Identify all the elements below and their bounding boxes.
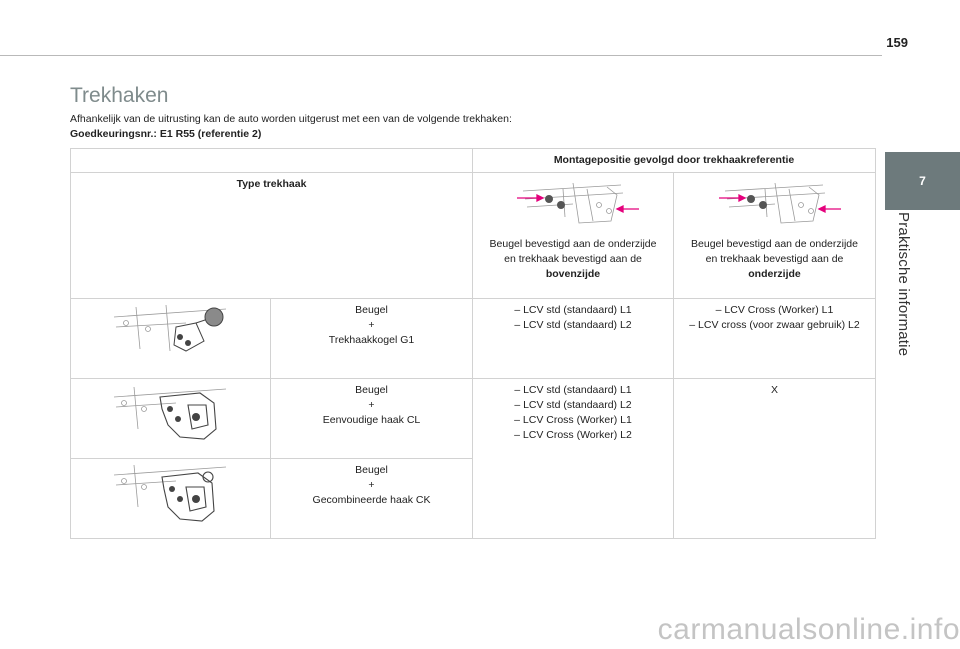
row2-top-variant-2: – LCV std (standaard) L2 <box>514 399 632 411</box>
header-empty <box>71 149 473 173</box>
combined-hook-image-cell <box>71 459 271 539</box>
ball-hitch-image-cell <box>71 299 271 379</box>
chapter-title: Praktische informatie <box>895 212 912 357</box>
row2-top-variant-3: – LCV Cross (Worker) L1 <box>514 414 632 426</box>
bracket-top-mount-illustration <box>503 177 643 235</box>
header-rule <box>0 55 882 56</box>
ball-hitch-illustration <box>96 299 246 361</box>
row2-type-line2: + <box>368 399 375 411</box>
mount-bottom-caption-3: onderzijde <box>748 268 801 280</box>
mount-bottom-caption-1: Beugel bevestigd aan de onderzijde <box>691 238 858 250</box>
row1-bottom-variant-2: – LCV cross (voor zwaar gebruik) L2 <box>689 319 860 331</box>
row3-type-line1: Beugel <box>355 464 388 476</box>
row1-type-line1: Beugel <box>355 304 388 316</box>
header-mount-position: Montagepositie gevolgd door trekhaakreferentie <box>473 149 876 173</box>
mount-top-cell <box>473 173 674 299</box>
combined-hook-type-cell <box>271 459 473 539</box>
chapter-tab[interactable] <box>885 152 960 210</box>
row2-top-variant-1: – LCV std (standaard) L1 <box>514 384 632 396</box>
row1-bottom-variants <box>674 299 876 379</box>
ball-hitch-type-cell <box>271 299 473 379</box>
row1-type-line3: Trekhaakkogel G1 <box>328 334 415 346</box>
row2-bottom-cell <box>674 379 876 539</box>
row1-bottom-variant-1: – LCV Cross (Worker) L1 <box>715 304 834 316</box>
watermark <box>0 613 960 647</box>
row2-bottom-mark: X <box>771 384 779 396</box>
towbar-table <box>70 148 876 539</box>
watermark-text: carmanualsonline.info <box>657 613 960 646</box>
header-towbar-type: Type trekhaak <box>71 173 473 299</box>
row3-type-line3: Gecombineerde haak CK <box>312 494 431 506</box>
row1-type-line2: + <box>368 319 375 331</box>
row1-top-variants <box>473 299 674 379</box>
row1-top-variant-1: – LCV std (standaard) L1 <box>514 304 632 316</box>
row2-type-line3: Eenvoudige haak CL <box>322 414 421 426</box>
row3-type-line2: + <box>368 479 375 491</box>
simple-hook-illustration <box>96 379 246 445</box>
mount-bottom-cell <box>674 173 876 299</box>
mount-bottom-caption-2: en trekhaak bevestigd aan de <box>705 253 844 265</box>
row2-top-variant-4: – LCV Cross (Worker) L2 <box>514 429 632 441</box>
simple-hook-image-cell <box>71 379 271 459</box>
row2-top-variants <box>473 379 674 539</box>
section-title: Trekhaken <box>70 84 169 107</box>
mount-top-caption-1: Beugel bevestigd aan de onderzijde <box>489 238 657 250</box>
combined-hook-illustration <box>96 459 246 527</box>
page-number: 159 <box>886 35 908 50</box>
intro-text: Afhankelijk van de uitrusting kan de auto worden uitgerust met een van de volgende trekhaken: <box>70 113 512 125</box>
chapter-number: 7 <box>919 174 926 188</box>
row1-top-variant-2: – LCV std (standaard) L2 <box>514 319 632 331</box>
approval-number: Goedkeuringsnr.: E1 R55 (referentie 2) <box>70 128 262 140</box>
simple-hook-type-cell <box>271 379 473 459</box>
row2-type-line1: Beugel <box>355 384 388 396</box>
mount-top-caption-3: bovenzijde <box>545 268 601 280</box>
bracket-bottom-mount-illustration <box>705 177 845 235</box>
mount-top-caption-2: en trekhaak bevestigd aan de <box>504 253 642 265</box>
